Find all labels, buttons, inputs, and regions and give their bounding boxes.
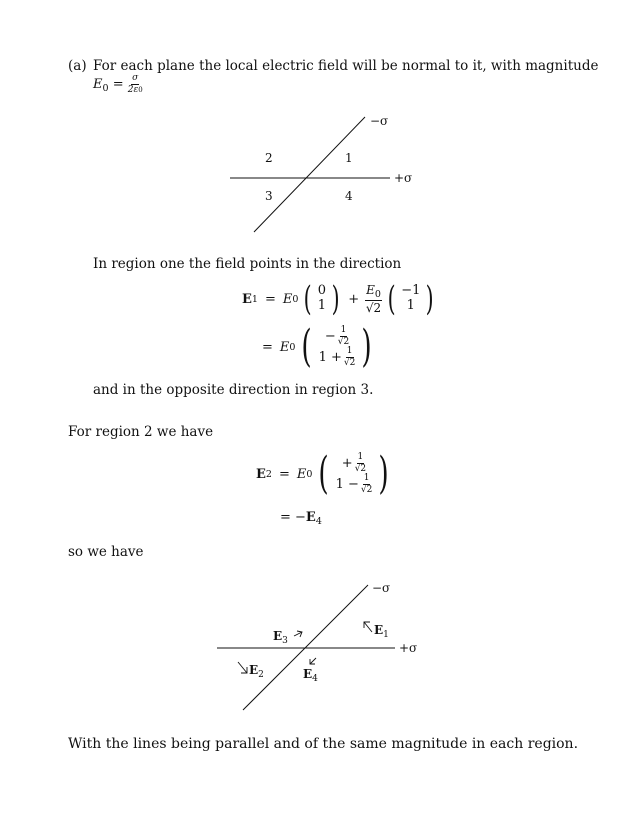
label-plus-sigma-2: +σ xyxy=(399,641,418,655)
conclusion-text: With the lines being parallel and of the same magnitude in each region. xyxy=(68,736,579,752)
label-plus-sigma: +σ xyxy=(394,171,413,185)
arrow-e2-icon xyxy=(238,662,247,673)
region-label-3: 3 xyxy=(265,189,273,203)
opposite-direction-text: and in the opposite direction in region 3. xyxy=(93,382,374,398)
arrow-e4-icon xyxy=(310,658,316,664)
arrow-e1-icon xyxy=(364,622,372,632)
so-we-have-text: so we have xyxy=(68,544,144,560)
eq2-line2: = $-E_4$ xyxy=(280,510,322,527)
part-a-label: (a) xyxy=(68,58,87,74)
part-a-line1: For each plane the local electric field will be normal to it, with magnitude xyxy=(93,58,599,74)
label-e2: $E_2$ xyxy=(249,663,264,680)
region-label-4: 4 xyxy=(345,189,353,203)
region-one-text: In region one the field points in the direction xyxy=(93,256,402,272)
region-label-1: 1 xyxy=(345,151,353,165)
label-e1: $E_1$ xyxy=(374,623,389,640)
region-2-text: For region 2 we have xyxy=(68,424,214,440)
label-minus-sigma: −σ xyxy=(370,114,389,128)
e0-definition: $E_0$ = $\frac{\sigma}{2\varepsilon 0}$ xyxy=(93,73,143,95)
label-e3: $E_3$ xyxy=(273,629,288,646)
eq2-line1: E 2 = E 0 ( + $\frac{1}{√2}$ 1 − $\frac{1}{√2}$ ) xyxy=(256,448,390,499)
arrow-e3-icon xyxy=(294,631,302,637)
eq1-line2: = E 0 ( − $\frac{1}{√2}$ 1 + $\frac{1}{√2}$ ) xyxy=(262,321,373,372)
eq1-line1: E 1 = E 0 ( 0 1 ) + $\frac{E_0}{√2}$ ( −1 1 ) xyxy=(242,279,435,319)
region-label-2: 2 xyxy=(265,151,273,165)
label-e4: $E_4$ xyxy=(303,667,318,684)
label-minus-sigma-2: −σ xyxy=(372,581,391,595)
